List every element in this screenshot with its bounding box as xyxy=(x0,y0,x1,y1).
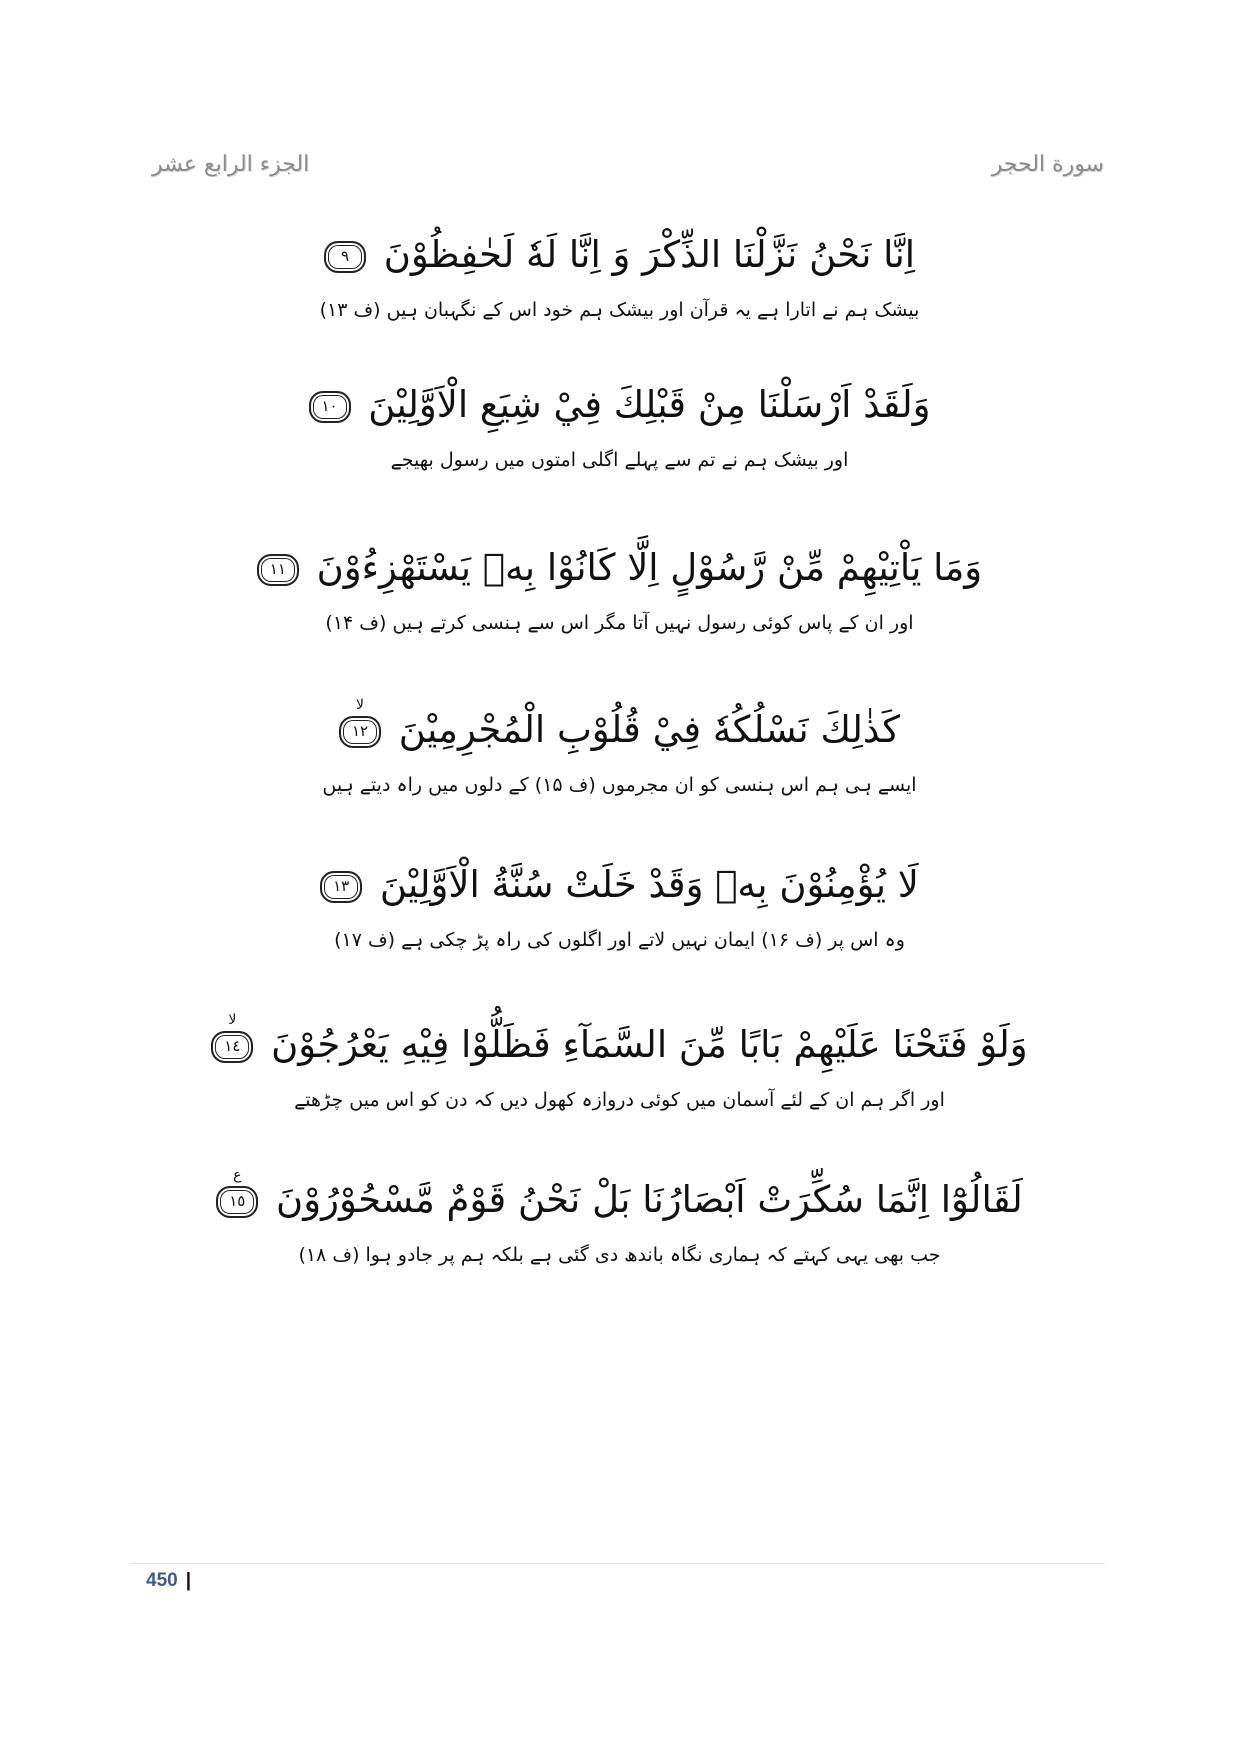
ayah-number: ١١ xyxy=(269,559,286,578)
ayah-number-marker xyxy=(324,241,366,273)
verse-15 xyxy=(0,1166,1239,1272)
verse-11 xyxy=(0,538,1239,640)
arabic-verse-body: وَلَقَدْ اَرْسَلْنَا مِنْ قَبْلِكَ فِيْ شِيَعِ الْاَوَّلِيْنَ xyxy=(368,383,931,426)
ayah-number: ١٢ xyxy=(351,721,369,740)
urdu-translation: جب بھی یہی کہتے کہ ہماری نگاہ باندھ دی گئی ہے بلکہ ہم پر جادو ہوا (ف ۱۸) xyxy=(298,1244,941,1266)
urdu-translation: اور اگر ہم ان کے لئے آسمان میں کوئی دروازہ کھول دیں کہ دن کو اس میں چڑھتے xyxy=(294,1089,945,1111)
ayah-number-marker xyxy=(309,391,351,423)
ayah-number-marker xyxy=(339,696,381,748)
verse-9 xyxy=(0,225,1239,327)
waqf-stop-mark: لا xyxy=(356,696,365,713)
arabic-verse-text xyxy=(0,1011,1239,1075)
ayah-number-marker xyxy=(320,871,362,903)
verse-10 xyxy=(0,375,1239,477)
ayah-number: ٩ xyxy=(340,246,349,265)
arabic-verse-text xyxy=(0,696,1239,760)
footer-divider xyxy=(130,1563,1105,1564)
ayah-number: ١٠ xyxy=(321,396,338,415)
header-right-title: سورة الحجر xyxy=(991,152,1104,177)
arabic-verse-body: وَمَا يَاْتِيْهِمْ مِّنْ رَّسُوْلٍ اِلَّا كَانُوْا بِهٖ يَسْتَهْزِءُوْنَ xyxy=(316,546,983,589)
ayah-number: ١٣ xyxy=(333,876,350,895)
urdu-translation: اور ان کے پاس کوئی رسول نہیں آتا مگر اس سے ہنسی کرتے ہیں (ف ۱۴) xyxy=(325,612,914,634)
page-number-separator: | xyxy=(185,1570,192,1591)
arabic-verse-text xyxy=(0,855,1239,915)
urdu-translation: اور بیشک ہم نے تم سے پہلے اگلی امتوں میں رسول بھیجے xyxy=(390,449,849,471)
page-number xyxy=(146,1570,191,1592)
arabic-verse-body: اِنَّا نَحْنُ نَزَّلْنَا الذِّكْرَ وَ اِنَّا لَهٗ لَحٰفِظُوْنَ xyxy=(383,233,916,276)
ayah-number-marker xyxy=(257,554,299,586)
ayah-number-marker xyxy=(216,1166,258,1218)
arabic-verse-body: لَقَالُوْٓا اِنَّمَا سُكِّرَتْ اَبْصَارُنَا بَلْ نَحْنُ قَوْمٌ مَّسْحُوْرُوْنَ xyxy=(276,1178,1023,1221)
ayah-number: ١٥ xyxy=(229,1191,246,1210)
verse-12 xyxy=(0,696,1239,802)
arabic-verse-text xyxy=(0,1166,1239,1230)
arabic-verse-body: لَا يُؤْمِنُوْنَ بِهٖ وَقَدْ خَلَتْ سُنَّةُ الْاَوَّلِيْنَ xyxy=(379,863,919,906)
arabic-verse-body: وَلَوْ فَتَحْنَا عَلَيْهِمْ بَابًا مِّنَ السَّمَآءِ فَظَلُّوْا فِيْهِ يَعْرُجُوْنَ xyxy=(271,1023,1028,1066)
urdu-translation: ایسے ہی ہم اس ہنسی کو ان مجرموں (ف ۱۵) کے دلوں میں راہ دیتے ہیں xyxy=(322,774,917,796)
arabic-verse-body: كَذٰلِكَ نَسْلُكُهٗ فِيْ قُلُوْبِ الْمُجْرِمِيْنَ xyxy=(398,708,900,751)
arabic-verse-text xyxy=(0,538,1239,598)
page-number-value: 450 xyxy=(146,1570,178,1591)
urdu-translation: وہ اس پر (ف ۱۶) ایمان نہیں لاتے اور اگلوں کی راہ پڑ چکی ہے (ف ۱۷) xyxy=(334,929,905,951)
arabic-verse-text xyxy=(0,375,1239,435)
waqf-stop-mark: لا xyxy=(228,1011,237,1028)
arabic-verse-text xyxy=(0,225,1239,285)
verse-14 xyxy=(0,1011,1239,1117)
ayah-number-marker xyxy=(211,1011,253,1063)
header-left-title: الجزء الرابع عشر xyxy=(152,152,310,177)
verse-13 xyxy=(0,855,1239,957)
ayah-number: ١٤ xyxy=(224,1036,241,1055)
waqf-stop-mark: ع xyxy=(233,1166,242,1183)
urdu-translation: بیشک ہم نے اتارا ہے یہ قرآن اور بیشک ہم خود اس کے نگہبان ہیں (ف ۱۳) xyxy=(319,299,920,321)
